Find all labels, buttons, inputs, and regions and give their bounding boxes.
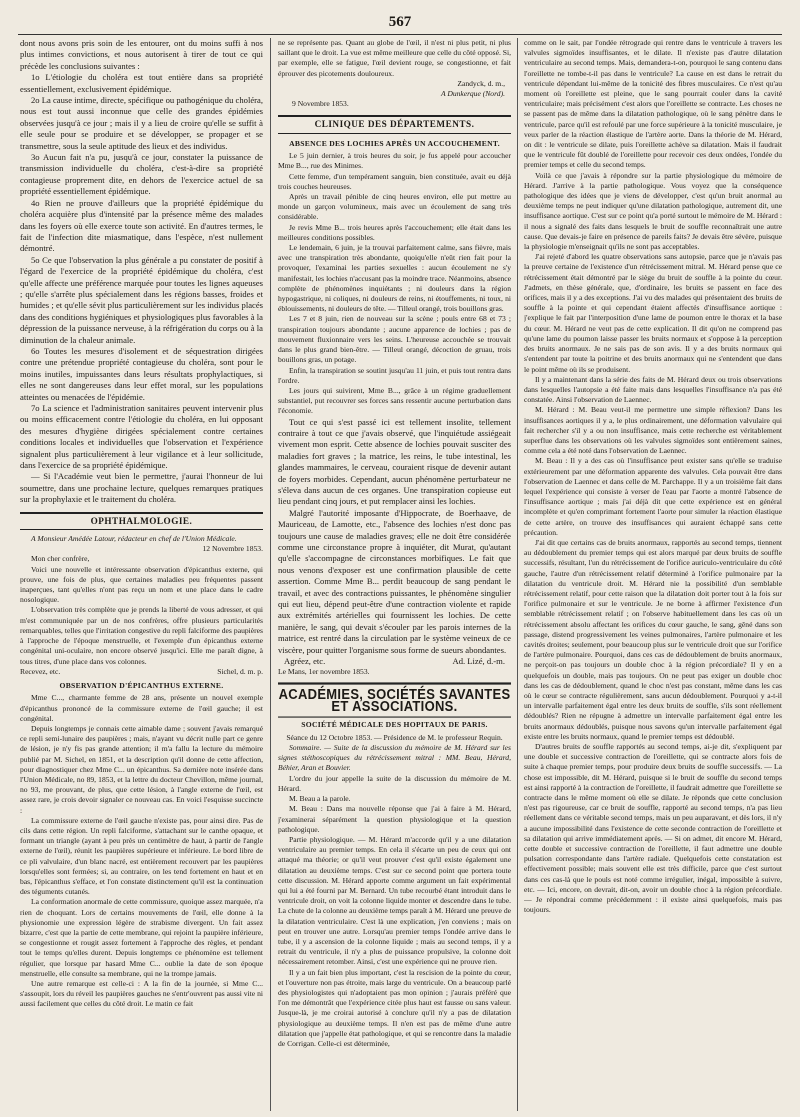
sign-off: Agréez, etc. — [284, 656, 326, 667]
letter-header: A Monsieur Amédée Latour, rédacteur en chef de l'Union Médicale. — [31, 534, 237, 544]
paragraph: ne se représente pas. Quant au globe de l'œil, il n'est ni plus petit, ni plus saillant que le droit. La vue est même meilleure que celle du côté opposé. Si, par exemple, elle se fatigue, l'œil devient rouge, se congestionne, et fait éprouver des picotements douloureux. — [278, 38, 511, 78]
paragraph: M. Beau : Dans ma nouvelle réponse que j'ai à faire à M. Hérard, j'examinerai séparément la question physiologique et la question pathologique. — [278, 804, 511, 834]
paragraph: Cette femme, d'un tempérament sanguin, bien constituée, avait eu déjà trois couches heureuses. — [278, 171, 511, 191]
session-info: Séance du 12 Octobre 1853. — Présidence de M. le professeur Requin. — [286, 732, 503, 742]
date: 9 Novembre 1853. — [292, 99, 349, 109]
paragraph: Tout ce qui s'est passé ici est tellement insolite, tellement contraire à tout ce que j'avais observé, que l'inquiétude assiégeait vivement mon esprit. Cette absence de lochies pouvait susciter des maladies fort graves ; la matrice, les reins, le tube intestinal, les glandes mammaires, le cerveau, couraient risque de devenir autant de foyers morbides. Cependant, aucun phénomène perturbateur ne s'éleva dans aucun de ces organes. Une transpiration copieuse eut lieu pendant cinq jours, et put remplacer ainsi les lochies. — [278, 416, 511, 507]
paragraph: Voici une nouvelle et intéressante observation d'épicanthus externe, qui prouve, une fois de plus, que certaines maladies peu fréquentes passent inaperçues, tant qu'elles n'ont pas reçu un nom et une place dans le cadre nosologique. — [20, 564, 263, 605]
column-divider — [270, 38, 271, 1111]
paragraph: Il y a un fait bien plus important, c'est la rescision de la pointe du cœur, et l'ouverture non pas étroite, mais large du ventricule. On a beaucoup parlé des physiologistes qui n'adoptaient pas mon opinion ; j'aurais préféré que l'on me démontrât que l'expérience citée plus haut est fausse ou sans valeur. Jusque-là, je me croirai autorisé à conclure qu'il n'y a pas de dilatation physiologique au deuxième temps. Il n'en est pas de même d'une autre dilatation que j'appelle état pathologique, et qui se rencontre dans la maladie de Corrigan. Celle-ci est déterminée, — [278, 967, 511, 1048]
conclusion-item: 3o Aucun fait n'a pu, jusqu'à ce jour, constater la puissance de transmission individuelle du choléra, c'est-à-dire sa propriété contagieuse proprement dite, en dehors de l'exercice actuel de sa propriété essentiellement épidémique. — [20, 152, 263, 197]
page-number: 567 — [388, 14, 412, 30]
article-title: ABSENCE DES LOCHIES APRÈS UN ACCOUCHEMENT. — [289, 138, 500, 148]
paragraph: dont nous avons pris soin de les entourer, ont du moins suffi à nos plus intimes convictions, et nous autorisent à tirer de tout ce qui précède les conclusions suivantes : — [20, 38, 263, 71]
paragraph: Les jours qui suivirent, Mme B..., grâce à un régime graduellement substantiel, put recouvrer ses forces sans ressentir aucune perturbation dans l'économie. — [278, 385, 511, 416]
paragraph: Partie physiologique. — M. Hérard m'accorde qu'il y a une dilatation ventriculaire au premier temps. En cela il s'écarte un peu de ceux qui ont attaqué ma théorie; or qu'il veut prouver c'est qu'il existe également une dilatation au deuxième temps. C'est sur ce second point que portera toute cette discussion. M. Hérard apporte comme argument un fait expérimental qui lui a été fourni par M. Bernard. Un tube recourbé étant introduit dans le ventricule droit, on voit la colonne liquide monter et descendre dans le tube. La chute de la colonne au deuxième temps paraît à M. Hérard une preuve de la dilatation ventriculaire. C'est là une explication, j'en conviens ; mais on peut en trouver une autre. Lorsqu'au premier temps l'ondée arrive dans le tube, il y a ascension de la colonne liquide ; mais au second temps, il y a retrait du ventricule, il n'y a plus de puissance propulsive, la colonne doit nécessairement retomber. Ainsi, c'est une expérience qui ne prouve rien. — [278, 834, 511, 967]
conclusion-item: 5o Ce que l'observation la plus générale a pu constater de positif à l'égard de l'exercice de la propriété épidémique du choléra, c'est qu'elle affecte une préférence marquée pour toutes les lignes aqueuses ; qu'elle s'arrête plus spécialement dans les régions basses, froides et humides ; et qu'elle sévit plus particulièrement sur les individus placés dans des conditions hygiéniques et physiologiques plus favorables à la dépression de la puissance nerveuse, à la réfrigération du corps ou à la diminution de la chaleur animale. — [20, 254, 263, 345]
paragraph: Malgré l'autorité imposante d'Hippocrate, de Boerhaave, de Mauriceau, de Lamotte, etc., l'absence des lochies n'est donc pas toujours une cause de maladies graves; elle ne doit être considérée comme une circonstance propre à inquiéter, dit Murat, qu'autant qu'elle s'accompagne de circonstances morbifiques. Le fait que nous venons d'exposer est une confirmation plausible de cette assertion. Comme Mme B... perdit beaucoup de sang pendant le travail, et avec des contractions puissantes, le phénomène singulier qui eut lieu, dépend peut-être d'une contraction violente et rapide aux extrémités artérielles qui fournissent les lochies. De cette manière, le sang, qui devait s'écouler par les parois internes de la matrice, est rentré dans la circulation par le système veineux de ce viscère, pour quitter l'organisme sous forme de sueurs abondantes. — [278, 507, 511, 655]
conclusion-item: 6o Toutes les mesures d'isolement et de séquestration dirigées contre une prétendue propriété contagieuse du choléra, sont pour le moins inutiles, impuissantes dans leurs résultats prophylactiques, si elles ne sont dangereuses dans leur effet moral, sur les populations atteintes ou menacées de l'épidémie. — [20, 345, 263, 402]
date: Le Mans, 1er novembre 1853. — [278, 667, 370, 677]
column-divider — [517, 38, 518, 1111]
section-heading-clinique: CLINIQUE DES DÉPARTEMENTS. — [278, 115, 511, 133]
paragraph: M. Beau a la parole. — [289, 794, 351, 804]
column-3 — [524, 38, 782, 1111]
paragraph: L'observation très complète que je prends la liberté de vous adresser, et qui m'est communiquée par un de nos confrères, offre plusieurs particularités remarquables, telles que l'irritation congestive du repli falciforme des paupières à l'approche de l'époque menstruelle, et l'exemple d'un épicanthus externe congénital uni-oculaire, non encore observé jusqu'ici. Elle me paraît digne, à tous titres, d'une place dans vos colonnes. — [20, 605, 263, 666]
paragraph: M. Beau : Il y a des cas où l'insuffisance peut exister sans qu'elle se traduise extérieurement par une déformation apparente des valvules. Cela pouvait être dans l'observation de Laennec et dans celle de M. Parchappe. Il y a un troisième fait dans lequel l'expérience qui consiste à verser de l'eau par l'aorte a montré l'absence de l'insuffisance aortique ; mais j'ai déjà dit que cette expérience est en général incomplète et qu'en comprimant fortement l'aorte pour simuler la réaction élastique de cette artère, on trouve des insuffisances qui auraient échappé sans cette précaution. — [524, 456, 782, 537]
paragraph: Une autre remarque est celle-ci : A la fin de la journée, si Mme C... s'assoupit, lors du réveil les paupières gauches ne s'entr'ouvrent pas aussi vite ni aussi facilement que celles du côté droit. Le matin ce fait — [20, 979, 263, 1009]
section-heading-academies: ACADÉMIES, SOCIÉTÉS SAVANTES ET ASSOCIATIONS. — [278, 682, 511, 717]
column-1 — [20, 38, 263, 1111]
paragraph: Le 5 juin dernier, à trois heures du soir, je fus appelé pour accoucher Mme B..., rue des Minimes. — [278, 151, 511, 171]
paragraph: La conformation anormale de cette commissure, quoique assez marquée, n'a rien de choquant. Lors de certains mouvements de l'œil, elle donne à la physionomie une expression légère de strabisme divergent. Un fait assez bizarre, c'est que la partie de cette membrane, qui rejoint la paupière inférieure, se congestionne et rougit assez fortement à l'approche des règles, et pendant tout le temps qu'elles durent. Depuis longtemps ce phénomène est tellement régulier, que lorsque par hasard Mme C... oublie la date de son époque menstruelle, elle consulte sa membrane, qui ne la trompe jamais. — [20, 897, 263, 978]
paragraph: La commissure externe de l'œil gauche n'existe pas, pour ainsi dire. Pas de cils dans cette région. Un repli falciforme, s'attachant sur le canthe opaque, et formant un triangle (ayant à peu près un centimètre de haut, à partir de l'angle externe de l'œil), réunit les paupières supérieure et inférieure. Le bord libre de ce pli valvulaire, d'un blanc nacré, est entièrement recouvert par les paupières lorsqu'elles sont fermées; si, au contraire, on les tend fortement en haut et en bas, l'épicanthus s'efface, et l'on constate distinctement qu'il est la continuation des téguments cutanés. — [20, 815, 263, 897]
signature-location: A Dunkerque (Nord). — [440, 89, 505, 99]
paragraph: Voilà ce que j'avais à répondre sur la partie physiologique du mémoire de Hérard. J'arrive à la partie pathologique. Vous voyez que la conséquence pathologique des idées que je viens de développer, c'est qu'un bruit anormal au deuxième temps ne peut indiquer qu'une dilatation pathologique, autrement dit, une insuffisance aortique. C'est sur ce point qu'a porté surtout le mémoire de M. Hérard : il nous a signalé des faits dans lesquels le bruit de souffle reconnaîtrait une autre cause. Que devais-je faire en présence de pareils faits? Je devais être sévère, puisque la physiologie m'enseignait qu'ils ne sont pas acceptables. — [524, 170, 782, 252]
salutation: Mon cher confrère, — [31, 554, 90, 564]
conclusion-item: 7o La science et l'administration sanitaires peuvent intervenir plus ou moins efficacement contre l'étiologie du choléra, en lui opposant des mesures d'hygiène dirigées spécialement contre certaines conditions locales et individuelles que l'observation et l'expérience signalent plus particulièrement à leur vigilance et à leur sollicitude, dans l'exercice de sa propriété épidémique. — [20, 403, 263, 471]
paragraph: Enfin, la transpiration se soutint jusqu'au 11 juin, et puis tout rentra dans l'ordre. — [278, 365, 511, 385]
paragraph: Il y a maintenant dans la série des faits de M. Hérard deux ou trois observations dans lesquelles l'autopsie a été faite mais dans lesquelles l'insuffisance n'a pas été constatée. Ainsi l'observation de Laennec. — [524, 374, 782, 405]
conclusion-item: 2o La cause intime, directe, spécifique ou pathogénique du choléra, nous est tout aussi inconnue que celle des grandes épidémies observées jusqu'à ce jour ; mais il y a lieu de croire qu'elle se suffit à elle seule pour se produire et se développer, se propager et se transmettre, sous la seule aptitude des lieux et des individus. — [20, 95, 263, 151]
paragraph: J'ai rejeté d'abord les quatre observations sans autopsie, parce que je n'avais pas la preuve certaine de l'existence d'un rétrécissement mitral. M. Hérard pense que ce rétrécissement était démontré par le siège du bruit de souffle à la pointe du cœur. J'admets, en thèse générale, que, d'ordinaire, les bruits se passent en face des orifices, mais il y a des exceptions. J'ai vu des malades qui présentaient des bruits de souffle à la pointe et qui cependant étaient affectés d'insuffisance aortique : j'explique le fait par l'interposition d'une lame de poumon entre le thorax et la base du cœur. M. Hérard ne veut pas de cette explication. Il dit qu'on ne comprend pas qu'une lame du poumon laisse passer les bruits normaux et s'oppose à la perception des bruits anormaux. Je ne sais pas de son avis. Il y a des bruits normaux qui s'entendent par toute la poitrine et des bruits anormaux qui ne s'entendent que dans le point même où ils se produisent. — [524, 252, 782, 374]
summary: Sommaire. — Suite de la discussion du mémoire de M. Hérard sur les signes stéthoscopiques du rétrécissement mitral : MM. Beau, Hérard, Béhier, Aran et Bouvier. — [278, 743, 511, 773]
paragraph: Mme C..., charmante femme de 28 ans, présente un nouvel exemple d'épicanthus prononcé de la commissure externe de l'œil gauche; il est congénital. — [20, 693, 263, 723]
observation-title: OBSERVATION D'ÉPICANTHUS EXTERNE. — [59, 680, 224, 690]
paragraph: Après un travail pénible de cinq heures environ, elle put mettre au monde un garçon volumineux, mais avec un écoulement de sang très considérable. — [278, 192, 511, 222]
paragraph: D'autres bruits de souffle rapportés au second temps, ai-je dit, s'expliquent par une double et successive contraction de l'oreillette, qui se contracte alors fois de suite à chaque premier temps, pour produire deux bruits de souffle successifs. — La chose est impossible, dit M. Hérard, puisque si le bruit de souffle du second temps est ainsi rapporté à la contraction de l'oreillette, il faudrait admettre que l'oreillette se contracte dans le même moment où elle se dilate. Je réponds que cette conclusion n'est pas rigoureuse, car ce bruit de souffle, rapporté au second temps, n'a pas lieu réellement dans ce véritable second temps, mais un peu auparavant, et dès lors, il n'y a aucune impossibilité dans l'existence de cette seconde contraction de l'oreillette et sa dilatation qui arrive immédiatement après. — Si on admet, dit encore M. Hérard, cette double et successive contraction de l'oreillette, il faut admettre une double pulsation correspondante dans l'artère radiale. Quelquefois cette constatation est effectivement possible; mais souvent elle est très difficile, parce que c'est surtout dans ces cas-là que le pouls est noté comme irrégulier, inégal, impossible à suivre, etc. — Ici, encore, on devrait, dit-on, avoir un double choc à la région précordiale. — Je répondrai comme précédemment : il existe ainsi quelquefois, mais pas toujours. — [524, 742, 782, 915]
paragraph: Les 7 et 8 juin, rien de nouveau sur la scène ; pouls entre 68 et 73 ; transpiration toujours abondante ; aucune apparence de lochies ; pas de mouvement fluxionnaire vers les seins. L'heureuse accouchée se trouvait dans le plus grand bien-être. — Tilleul orangé, décoction de gruau, trois bouillons gras, un potage. — [278, 314, 511, 365]
column-2 — [278, 38, 511, 1111]
closing-signature: Sichel, d. m. p. — [217, 666, 263, 676]
author-signature: Ad. Lizé, d.-m. — [452, 656, 505, 667]
letter-date: 12 Novembre 1853. — [202, 544, 263, 554]
top-rule — [18, 34, 782, 35]
society-title: SOCIÉTÉ MÉDICALE DES HOPITAUX DE PARIS. — [301, 720, 488, 730]
conclusion-item: 4o Rien ne prouve d'ailleurs que la propriété épidémique du choléra acquière plus d'intensité par la présence même des malades dans les foyers où elle exerce toute son activité. En d'autres termes, le fait de l'infection dite miasmatique, dans l'espèce, n'est nullement démontré. — [20, 197, 263, 254]
paragraph: M. Hérard : M. Beau veut-il me permettre une simple réflexion? Dans les insuffisances aortiques il y a, le plus ordinairement, une déformation valvulaire qui fait rechercher s'il y a ou non insuffisance, mais cette recherche est véritablement superflue dans les observations où les valvules sigmoïdes sont entièrement saines, comme cela a été noté dans l'observation de Laennec. — [524, 405, 782, 456]
conclusion-item: — Si l'Académie veut bien le permettre, j'aurai l'honneur de lui soumettre, dans une prochaine lecture, quelques remarques pratiques sur la prophylaxie et le traitement du choléra. — [20, 471, 263, 505]
paragraph: Depuis longtemps je connais cette aimable dame ; souvent j'avais remarqué ce repli semi-lunaire des paupières ; mais, n'ayant vu décrit nulle part ce genre de lésion, je n'y fis pas grande attention; il m'a fallu la lecture du mémoire publié par M. Sichel, en 1851, et la description qu'il donne de cette affection, pour diagnostiquer chez Mme C... un épicanthus. Sa dernière note insérée dans l'Union Médicale, no 89, 1853, et la lettre du docteur Chevillon, même journal, no 93, me prouvant, de plus, que cette lésion, à l'angle externe de l'œil, est assez rare, je crois devoir signaler ce nouveau cas. En voici l'esquisse succincte : — [20, 723, 263, 815]
conclusion-item: 1o L'étiologie du choléra est tout entière dans sa propriété essentiellement, exclusivement épidémique. — [20, 72, 263, 94]
article-signature — [278, 656, 511, 667]
paragraph: L'ordre du jour appelle la suite de la discussion du mémoire de M. Hérard. — [278, 773, 511, 793]
section-heading-ophthalmologie: OPHTHALMOLOGIE. — [20, 512, 263, 530]
signature: Zandyck, d. m., — [457, 78, 505, 88]
paragraph: Le lendemain, 6 juin, je la trouvai parfaitement calme, sans fièvre, mais avec une transpiration très abondante, quoiqu'elle n'eût rien fait pour la provoquer, l'examinai les parties sexuelles : aucun écoulement ne s'y manifestait, les lochies n'accusant pas la moindre trace. Néanmoins, absence complète de phénomènes inquiétants ; ni douleurs dans la région hypogastrique, ni coliques, ni douleurs de reins, ni étouffements, ni toux, ni éblouissements, ni douleurs de tête. — Tilleul orangé, trois bouillons gras. — [278, 243, 511, 314]
paragraph: comme on le sait, par l'ondée rétrograde qui rentre dans le ventricule à travers les valvules sigmoïdes insuffisantes, et le dilate. Il n'existe pas d'autre dilatation ventriculaire au second temps. Mais, demandera-t-on, pourquoi le sang contenu dans l'oreillette ne tombe-t-il pas dans le ventricule? La cause en est dans le retrait du ventricule dépendant lui-même de la tonicité des fibres musculaires. Ce n'est qu'au moment où l'oreillette est pleine, que le sang pourrait couler dans la cavité ventriculaire; mais précisément c'est alors que l'oreillette se contracte. Les choses ne se passent pas de même dans la dilatation pathologique, où le sang pénètre dans le ventricule, parce qu'il est refoulé par une force supérieure à la tonicité musculaire, je veux parler de la réaction élastique de l'artère aorte. Dans la théorie de M. Hérard, on dit : le ventricule se dilate, puis l'oreillette achève sa dilatation. Mais il faudrait que le ventricule fût doublé de l'oreillette pour recevoir ces deux ondées, l'ondée du premier temps et celle du second temps. — [524, 38, 782, 170]
letter-closing — [20, 667, 263, 677]
paragraph: Je revis Mme B... trois heures après l'accouchement; elle était dans les meilleures conditions possibles. — [278, 222, 511, 242]
closing-text: Recevez, etc. — [20, 666, 61, 676]
paragraph: J'ai dit que certains cas de bruits anormaux, rapportés au second temps, tiennent au dédoublement du premier temps qui est alors marqué par deux bruits de souffle successifs, résultant, l'un du rétrécissement de l'orifice auriculo-ventriculaire du côté gauche, l'autre d'un rétrécissement relatif déterminé à l'orifice pulmonaire par la dilatation du ventricule droit. M. Hérard nie la possibilité d'un semblable rétrécissement relatif, pour cette raison que la dilatation doit porter tout à la fois sur l'orifice pulmonaire et sur le ventricule. Je ne borne à affirmer l'existence d'un semblable rétrécissement relatif ; on l'observe habituellement dans les cas où un rétrécissement absolu affectant les orifices du cœur gauche, le sang, gêné dans son passage, distend progressivement les veines pulmonaires, l'artère pulmonaire et les cavités droites; seulement, pour beaucoup plus sur le ventricule droit que sur l'orifice de l'artère pulmonaire. Pourquoi, dans ces cas de dédoublement de bruits anormaux, ne perçoit-on pas toujours un double choc à la région précordiale? Il y en a quelquefois un double, mais pas toujours. On ne peut pas exiger un double choc dans les cas de dédoublement, quand le choc n'est pas constant, même dans les cas où le cœur se contracte régulièrement, sans aucun dédoublement. Pourquoi y a-t-il un intervalle parfaitement égal entre les deux bruits de souffle, s'ils sont réellement dédoublés? Rien ne répugne à admettre un intervalle parfaitement égal entre les bruits anormaux dédoublés, puisque nous savons qu'un intervalle parfaitement égal existe entre les bruits normaux, quand le premier temps est dédoublé. — [524, 537, 782, 741]
